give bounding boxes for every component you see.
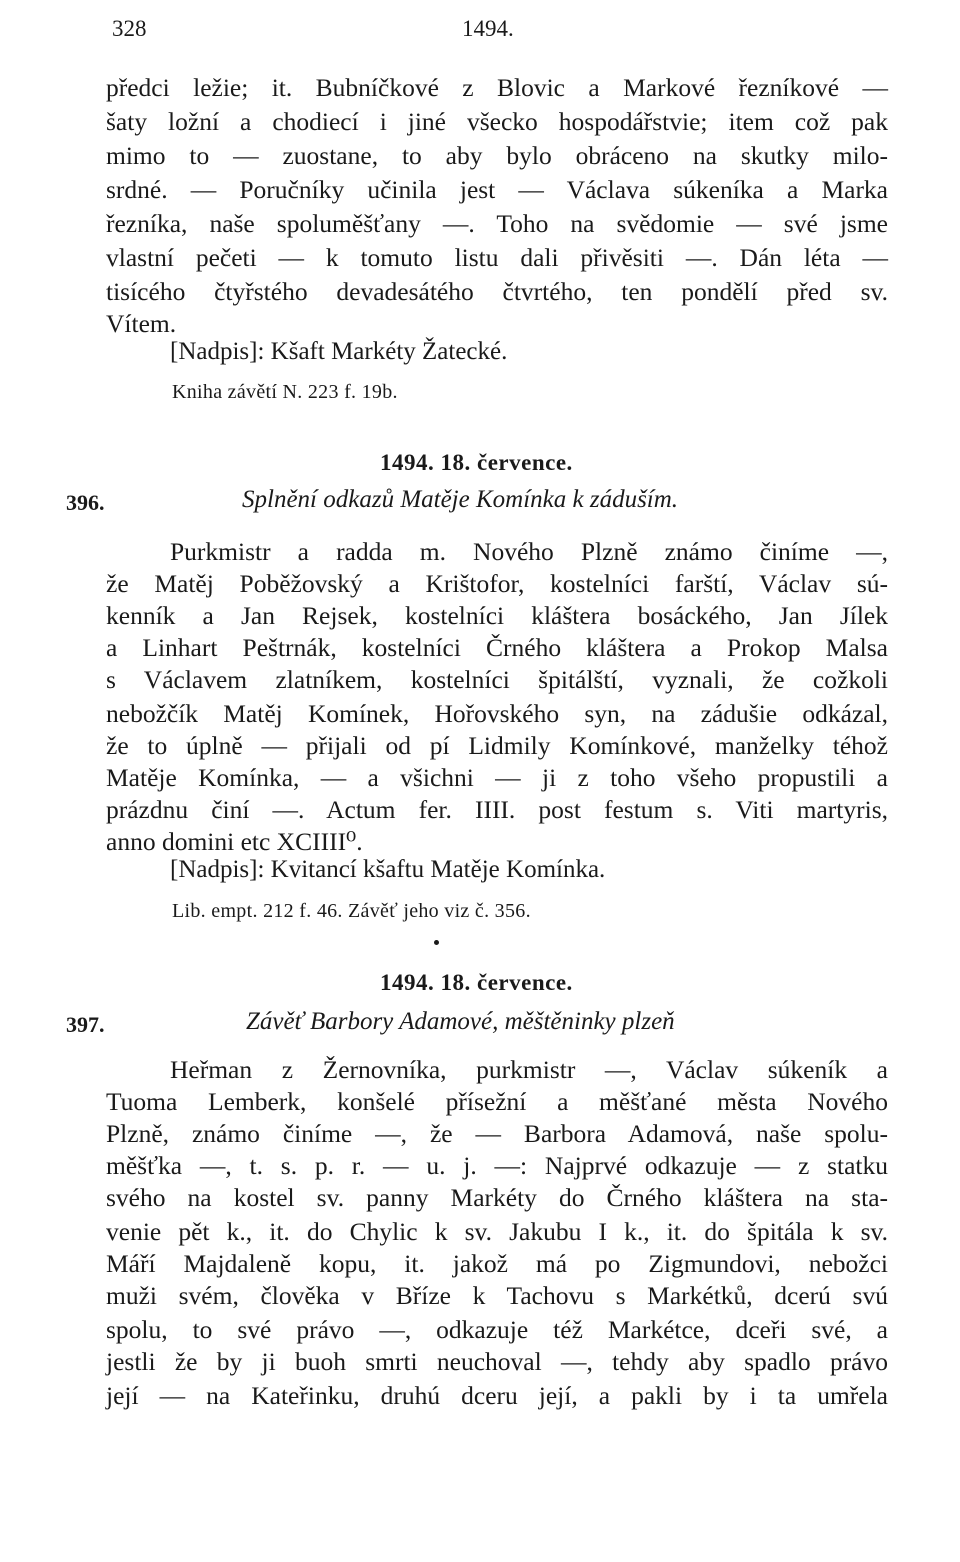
text-line: muži svém, člověka v Bříze k Tachovu s Markétků, dcerú svú — [106, 1281, 888, 1310]
text-line: kenník a Jan Rejsek, kostelníci kláštera bosáckého, Jan Jílek — [106, 601, 888, 630]
text-line: měšťka —, t. s. p. r. — u. j. —: Najprvé odkazuje — z statku — [106, 1151, 888, 1180]
text-line: svého na kostel sv. panny Markéty do Črného kláštera na sta- — [106, 1183, 888, 1212]
entry-number: 396. — [66, 490, 105, 515]
text-line: Purkmistr a radda m. Nového Plzně známo činíme —, — [170, 537, 888, 566]
entry-number: 397. — [66, 1012, 105, 1037]
text-line: vlastní pečeti — k tomuto listu dali přivěsiti —. Dán léta — — [106, 243, 888, 272]
text-line: prázdnu činí —. Actum fer. IIII. post festum s. Viti martyris, — [106, 795, 888, 824]
text-line: Plzně, známo činíme —, že — Barbora Adamová, naše spolu- — [106, 1119, 888, 1148]
text-line: venie pět k., it. do Chylic k sv. Jakubu I k., it. do špitála k sv. — [106, 1217, 888, 1246]
text-line: řezníka, naše spoluměšťany —. Toho na svědomie — své jsme — [106, 209, 888, 238]
text-line: mimo to — zuostane, to aby bylo obráceno na skutky milo- — [106, 141, 888, 170]
nadpis-heading: [Nadpis]: Kšaft Markéty Žatecké. — [170, 338, 508, 365]
text-line: jestli že by ji buoh smrti neuchoval —, tehdy aby spadlo právo — [106, 1347, 888, 1376]
entry-date: 1494. 18. července. — [380, 970, 573, 995]
ornament-dot-icon — [434, 940, 439, 945]
text-line: Vítem. — [106, 309, 177, 338]
year-header: 1494. — [462, 16, 514, 41]
text-line: předci ležie; it. Bubníčkové z Blovic a Markové řezníkové — — [106, 73, 888, 102]
text-line: že to úplně — přijali od pí Lidmily Komínkové, manželky téhož — [106, 731, 888, 760]
entry-date: 1494. 18. července. — [380, 450, 573, 475]
source-reference: Kniha závětí N. 223 f. 19b. — [172, 381, 398, 403]
text-line: Matěje Komínka, — a všichni — ji z toho všeho propustili a — [106, 763, 888, 792]
text-line: Máří Majdaleně kopu, it. jakož má po Zigmundovi, nebožci — [106, 1249, 888, 1278]
text-line: šaty ložní a chodiecí i jiné všecko hospodářstvie; item což pak — [106, 107, 888, 136]
nadpis-heading: [Nadpis]: Kvitancí kšaftu Matěje Komínka. — [170, 856, 606, 883]
source-reference: Lib. empt. 212 f. 46. Závěť jeho viz č. 356. — [172, 900, 531, 922]
text-line: tisícého čtyřstého devadesátého čtvrtého, ten pondělí před sv. — [106, 277, 888, 306]
text-line: nebožčík Matěj Komínek, Hořovského syn, na zádušie odkázal, — [106, 699, 888, 728]
text-line: a Linhart Peštrnák, kostelníci Črného kláštera a Prokop Malsa — [106, 633, 888, 662]
text-line: anno domini etc XCIIII⁰. — [106, 827, 363, 856]
entry-title: Závěť Barbory Adamové, měštěninky plzeň — [246, 1008, 675, 1035]
text-line: že Matěj Poběžovský a Krištofor, kostelníci farští, Václav sú- — [106, 569, 888, 598]
text-line: Heřman z Žernovníka, purkmistr —, Václav súkeník a — [170, 1055, 888, 1084]
page-number: 328 — [112, 16, 147, 41]
entry-title: Splnění odkazů Matěje Komínka k záduším. — [242, 486, 679, 513]
text-line: Tuoma Lemberk, konšelé přísežní a měšťané města Nového — [106, 1087, 888, 1116]
text-line: srdné. — Poručníky učinila jest — Václava súkeníka a Marka — [106, 175, 888, 204]
text-line: její — na Kateřinku, druhú dceru její, a pakli by i ta umřela — [106, 1381, 888, 1410]
text-line: s Václavem zlatníkem, kostelníci špitálští, vyznali, že cožkoli — [106, 665, 888, 694]
text-line: spolu, to své právo —, odkazuje též Markétce, dceři své, a — [106, 1315, 888, 1344]
